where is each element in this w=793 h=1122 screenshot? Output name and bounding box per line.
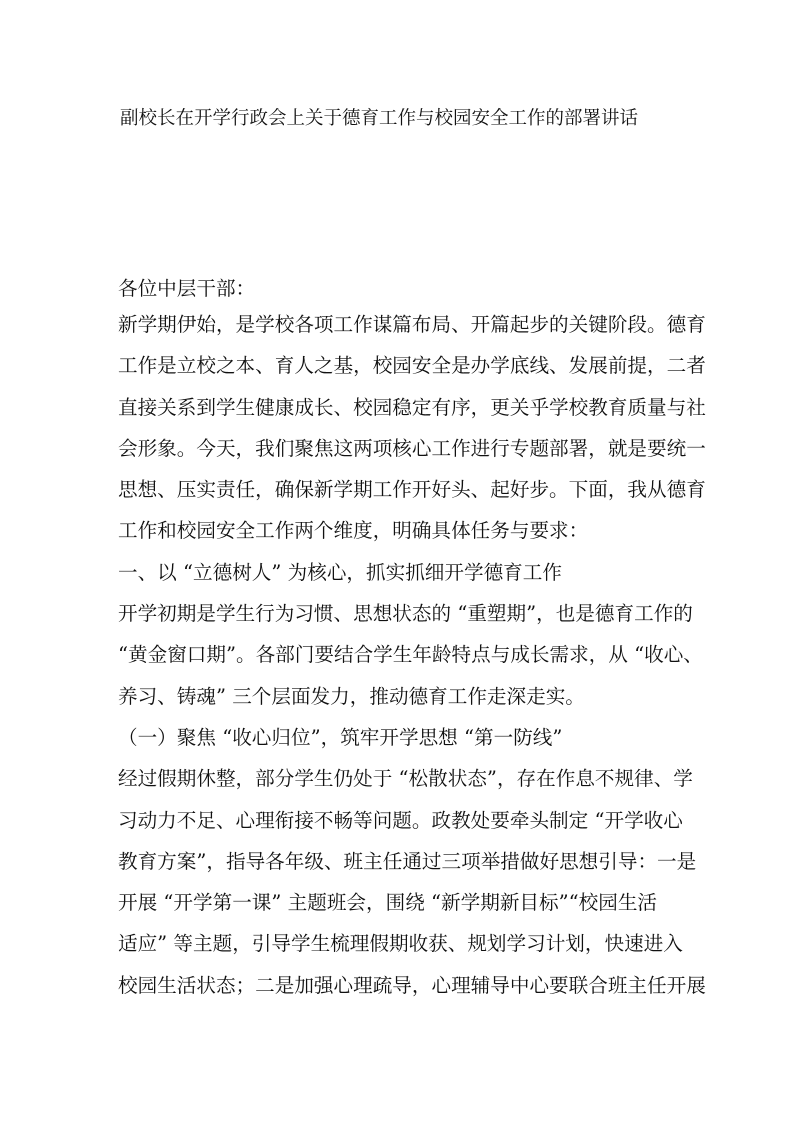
salutation: 各位中层干部： (118, 277, 256, 300)
document-body (118, 312, 706, 1014)
body-line: 思想、压实责任，确保新学期工作开好头、起好步。下面，我从德育 (118, 478, 706, 502)
body-line: 工作和校园安全工作两个维度，明确具体任务与要求： (118, 519, 589, 543)
body-line: 习动力不足、心理衔接不畅等问题。政教处要牵头制定 “开学收心 (118, 808, 683, 832)
body-line: 教育方案”，指导各年级、班主任通过三项举措做好思想引导：一是 (118, 849, 697, 873)
body-line: 开学初期是学生行为习惯、思想状态的 “重塑期”，也是德育工作的 (118, 602, 693, 626)
subsection-heading: （一）聚焦 “收心归位”，筑牢开学思想 “第一防线” (118, 725, 563, 749)
body-line: 工作是立校之本、育人之基，校园安全是办学底线、发展前提，二者 (118, 354, 706, 378)
body-line: 开展 “开学第一课” 主题班会，围绕 “新学期新目标”“校园生活 (118, 891, 658, 915)
body-line: 经过假期休整，部分学生仍处于 “松散状态”，存在作息不规律、学 (118, 767, 693, 791)
body-line: 养习、铸魂” 三个层面发力，推动德育工作走深走实。 (118, 684, 585, 708)
body-line: “黄金窗口期”。各部门要结合学生年龄特点与成长需求，从 “收心、 (118, 643, 703, 667)
body-line: 新学期伊始，是学校各项工作谋篇布局、开篇起步的关键阶段。德育 (118, 313, 706, 336)
body-line: 直接关系到学生健康成长、校园稳定有序，更关乎学校教育质量与社 (118, 395, 706, 419)
body-line: 适应” 等主题，引导学生梳理假期收获、规划学习计划，快速进入 (118, 932, 683, 956)
body-line: 校园生活状态；二是加强心理疏导，心理辅导中心要联合班主任开展 (118, 973, 706, 997)
document-title: 副校长在开学行政会上关于德育工作与校园安全工作的部署讲话 (120, 108, 639, 129)
section-heading: 一、以 “立德树人” 为核心，抓实抓细开学德育工作 (118, 560, 562, 584)
body-line: 会形象。今天，我们聚焦这两项核心工作进行专题部署，就是要统一 (118, 436, 706, 460)
